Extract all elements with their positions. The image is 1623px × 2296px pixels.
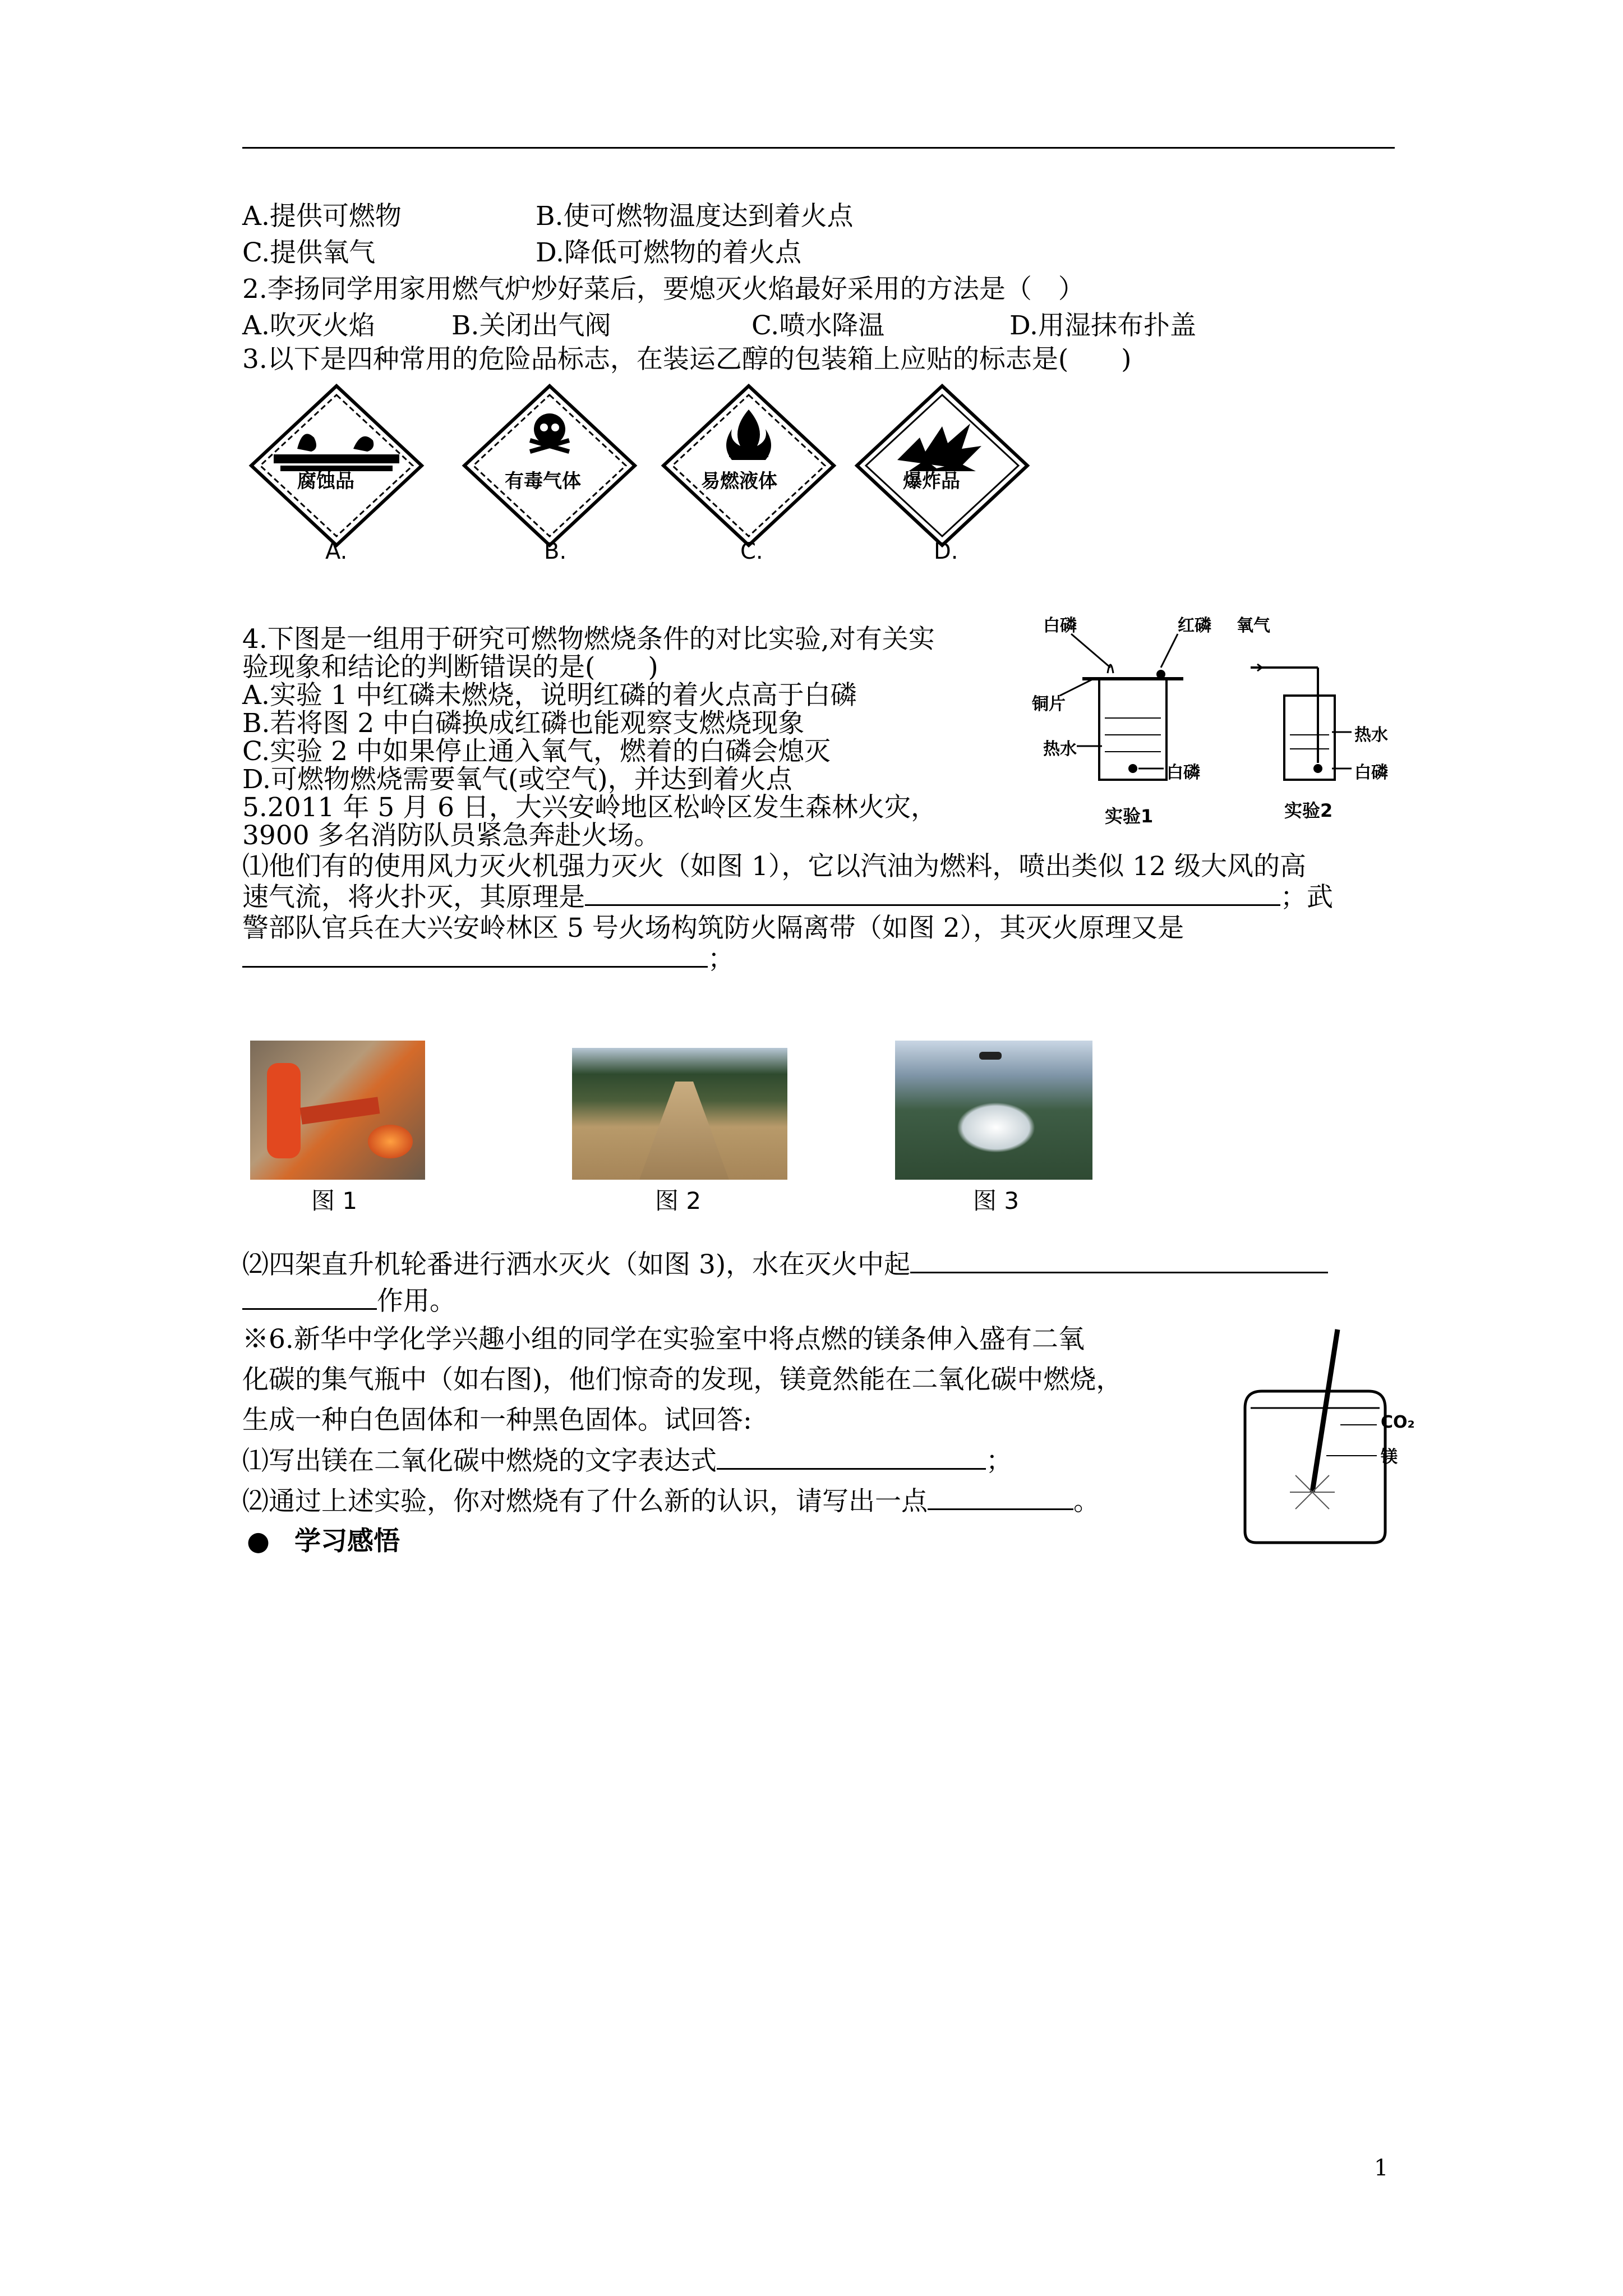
- q6-answer-blank-1[interactable]: [717, 1446, 986, 1470]
- q5-answer-blank-2[interactable]: [242, 944, 708, 968]
- water-spray: [957, 1102, 1035, 1153]
- blower-nozzle: [300, 1097, 380, 1124]
- label-experiment-1: 实验1: [1105, 806, 1154, 827]
- gas-jar-icon: [1234, 1324, 1413, 1548]
- q5-part1-line2: [242, 881, 1333, 914]
- q2-option-a: A.吹灭火焰: [242, 310, 375, 341]
- q5-line1: 5.2011 年 5 月 6 日，大兴安岭地区松岭区发生森林火灾，: [242, 792, 937, 823]
- page-number: 1: [1374, 2155, 1389, 2181]
- photo-firebreak: [572, 1048, 787, 1180]
- label-co2: CO₂: [1381, 1412, 1415, 1432]
- section-bullet: ●: [247, 1526, 270, 1557]
- q5-answer-blank-1[interactable]: [585, 882, 1280, 906]
- q4-option-d: D.可燃物燃烧需要氧气(或空气)，并达到着火点: [242, 764, 792, 795]
- sign-a-label: 腐蚀品: [297, 470, 354, 493]
- q6-line5: [242, 1485, 1100, 1519]
- q3-stem: 3.以下是四种常用的危险品标志，在装运乙醇的包装箱上应贴的标志是( ): [242, 344, 1132, 375]
- q2-stem: 2.李扬同学用家用燃气炉炒好菜后，要熄灭火焰最好采用的方法是（ ）: [242, 274, 1085, 305]
- photo-wind-extinguisher: [250, 1041, 425, 1180]
- q1-option-c: C.提供氧气: [242, 237, 376, 268]
- sign-a-letter: A.: [325, 539, 348, 564]
- magnesium-co2-figure: [1234, 1324, 1413, 1548]
- photo-2-caption: 图 2: [655, 1187, 702, 1214]
- photo-helicopter-water-drop: [895, 1041, 1092, 1180]
- section-title: 学习感悟: [294, 1526, 400, 1557]
- firebreak-strip: [639, 1082, 729, 1180]
- q2-option-d: D.用湿抹布扑盖: [1009, 310, 1196, 341]
- label-white-phosphorus-2: 白磷: [1354, 763, 1388, 783]
- q4-stem-line1: 4.下图是一组用于研究可燃物燃烧条件的对比实验,对有关实: [242, 624, 935, 655]
- q5-part1-line3: 警部队官兵在大兴安岭林区 5 号火场构筑防火隔离带（如图 2），其灭火原理又是: [242, 913, 1184, 944]
- q6-part1-end: ；: [986, 1446, 1012, 1476]
- q6-part2-text: ⑵通过上述实验，你对燃烧有了什么新的认识，请写出一点: [242, 1486, 928, 1517]
- label-copper-plate: 铜片: [1032, 694, 1066, 714]
- sign-c-letter: C.: [740, 539, 763, 564]
- flame-shape: [368, 1125, 413, 1158]
- sign-b-letter: B.: [544, 539, 567, 564]
- photo-1-caption: 图 1: [311, 1187, 358, 1214]
- sign-c-label: 易燃液体: [701, 470, 777, 493]
- q5-answer-blank-4[interactable]: [242, 1286, 377, 1310]
- q1-option-d: D.降低可燃物的着火点: [536, 237, 801, 268]
- q4-option-b: B.若将图 2 中白磷换成红磷也能观察支燃烧现象: [242, 708, 805, 739]
- combustion-experiment-figure: [1026, 606, 1408, 841]
- experiment-diagram-icon: [1026, 606, 1408, 841]
- q6-line1: ※6.新华中学化学兴趣小组的同学在实验室中将点燃的镁条伸入盛有二氧: [242, 1324, 1085, 1355]
- q5-part2-text: ⑵四架直升机轮番进行洒水灭火（如图 3)，水在灭火中起: [242, 1249, 911, 1280]
- q2-option-b: B.关闭出气阀: [451, 310, 611, 341]
- label-experiment-2: 实验2: [1284, 800, 1333, 821]
- q5-line2: 3900 多名消防队员紧急奔赴火场。: [242, 820, 661, 851]
- q5-part1-line1: ⑴他们有的使用风力灭火机强力灭火（如图 1），它以汽油为燃料，喷出类似 12 级大风的高: [242, 851, 1307, 882]
- sign-d-letter: D.: [934, 539, 958, 564]
- q5-part1-line4: [242, 942, 734, 976]
- q4-option-a: A.实验 1 中红磷未燃烧，说明红磷的着火点高于白磷: [242, 680, 857, 711]
- label-white-phosphorus-top: 白磷: [1043, 616, 1077, 636]
- q2-option-c: C.喷水降温: [751, 310, 885, 341]
- q5-part1-line4-end: ；: [708, 944, 734, 974]
- label-hot-water-1: 热水: [1043, 739, 1077, 759]
- label-oxygen: 氧气: [1237, 616, 1270, 636]
- q1-option-b: B.使可燃物温度达到着火点: [536, 201, 854, 232]
- q1-option-a: A.提供可燃物: [242, 201, 402, 232]
- q5-answer-blank-3[interactable]: [910, 1249, 1328, 1273]
- label-magnesium: 镁: [1381, 1447, 1398, 1467]
- q5-part2-end: 作用。: [377, 1286, 456, 1317]
- q5-part2-line1: [242, 1248, 1328, 1282]
- label-hot-water-2: 热水: [1354, 725, 1388, 745]
- header-rule: [242, 147, 1395, 149]
- photo-3-caption: 图 3: [973, 1187, 1020, 1214]
- label-white-phosphorus-bottom: 白磷: [1166, 763, 1200, 783]
- q5-part1-text: 速气流，将火扑灭，其原理是: [242, 882, 585, 913]
- hazard-signs-figure: [241, 381, 1082, 583]
- firefighter-figure: [267, 1063, 301, 1158]
- q5-part2-line2: [242, 1285, 456, 1318]
- q6-answer-blank-2[interactable]: [928, 1486, 1073, 1510]
- helicopter-shape: [979, 1052, 1002, 1060]
- q6-part1-text: ⑴写出镁在二氧化碳中燃烧的文字表达式: [242, 1446, 717, 1476]
- sign-b-label: 有毒气体: [505, 470, 581, 493]
- label-red-phosphorus: 红磷: [1178, 616, 1211, 636]
- q6-line4: [242, 1444, 1012, 1478]
- q6-line3: 生成一种白色固体和一种黑色固体。试回答:: [242, 1405, 752, 1435]
- q4-stem-line2: 验现象和结论的判断错误的是( ): [242, 652, 658, 683]
- q6-part2-end: 。: [1073, 1486, 1100, 1517]
- sign-d-label: 爆炸品: [903, 470, 960, 493]
- q6-line2: 化碳的集气瓶中（如右图)，他们惊奇的发现，镁竟然能在二氧化碳中燃烧，: [242, 1364, 1123, 1395]
- q5-part1-end: ；武: [1280, 882, 1333, 913]
- q4-option-c: C.实验 2 中如果停止通入氧气，燃着的白磷会熄灭: [242, 736, 831, 767]
